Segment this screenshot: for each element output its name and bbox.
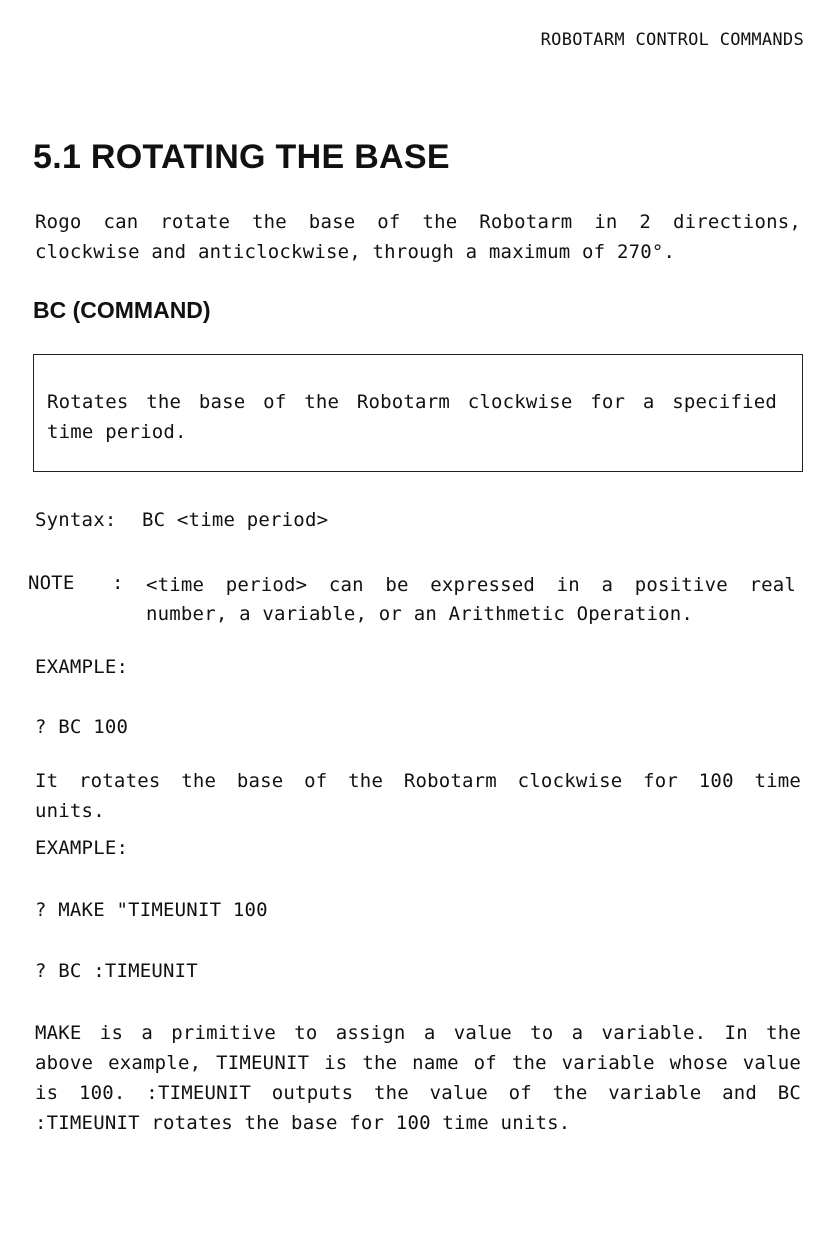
example1-explain-line-2: units.: [35, 800, 105, 822]
example-code-2b: ? BC :TIMEUNIT: [35, 960, 198, 982]
running-head: ROBOTARM CONTROL COMMANDS: [540, 30, 804, 50]
command-title: BC (COMMAND): [33, 297, 211, 323]
intro-line-1: Rogo can rotate the base of the Robotarm in 2 directions,: [35, 211, 801, 233]
note-line-2: number, a variable, or an Arithmetic Operation.: [146, 603, 694, 625]
example2-explain-line-3: is 100. :TIMEUNIT outputs the value of the variable and BC: [35, 1082, 801, 1104]
command-description-box: [33, 354, 803, 472]
example2-explain-line-4: :TIMEUNIT rotates the base for 100 time units.: [35, 1112, 571, 1134]
syntax-value: BC <time period>: [142, 509, 329, 531]
example1-explain-line-1: It rotates the base of the Robotarm clockwise for 100 time: [35, 770, 801, 792]
example-label-1: EXAMPLE:: [35, 656, 129, 678]
note-colon: :: [112, 572, 124, 594]
example-code-2a: ? MAKE "TIMEUNIT 100: [35, 899, 268, 921]
syntax-label: Syntax:: [35, 509, 117, 531]
note-label: NOTE: [28, 572, 75, 594]
box-line-2: time period.: [47, 421, 187, 443]
box-line-1: Rotates the base of the Robotarm clockwise for a specified: [47, 391, 777, 413]
example-label-2: EXAMPLE:: [35, 837, 129, 859]
intro-line-2: clockwise and anticlockwise, through a maximum of 270°.: [35, 241, 676, 263]
section-title: 5.1 ROTATING THE BASE: [33, 138, 450, 176]
example2-explain-line-1: MAKE is a primitive to assign a value to a variable. In the: [35, 1022, 801, 1044]
note-line-1: <time period> can be expressed in a positive real: [146, 574, 796, 596]
example-code-1: ? BC 100: [35, 716, 129, 738]
example2-explain-line-2: above example, TIMEUNIT is the name of the variable whose value: [35, 1052, 801, 1074]
